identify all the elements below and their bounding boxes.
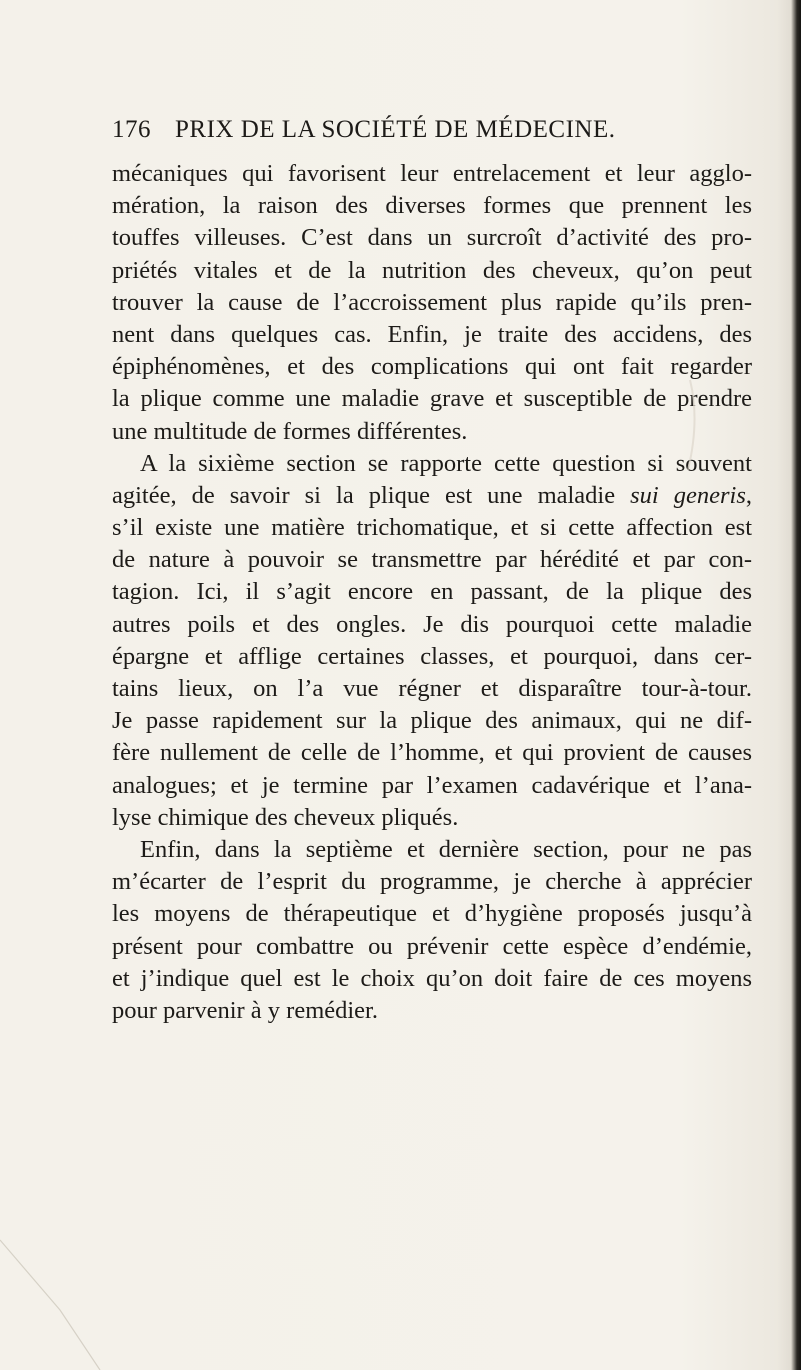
text-line: tains lieux, on l’a vue régner et disparaître tour-à-tour. bbox=[112, 675, 752, 702]
paper-crease bbox=[0, 1240, 100, 1370]
text-line-with-italic bbox=[112, 480, 752, 512]
text-line: mécaniques qui favorisent leur entrelacement et leur agglo- bbox=[112, 160, 752, 187]
text-line: tagion. Ici, il s’agit encore en passant, de la plique des bbox=[112, 578, 752, 606]
text-line: mération, la raison des diverses formes que prennent les bbox=[112, 192, 752, 220]
text-line: pour parvenir à y remédier. bbox=[112, 996, 378, 1024]
text-line: trouver la cause de l’accroissement plus rapide qu’ils pren- bbox=[112, 288, 752, 316]
text-line: épiphénomènes, et des complications qui ont fait regarder bbox=[112, 353, 752, 381]
text-line: priétés vitales et de la nutrition des cheveux, qu’on peut bbox=[112, 256, 752, 284]
text-line: nent dans quelques cas. Enfin, je traite des accidens, des bbox=[112, 320, 752, 348]
body-text bbox=[112, 158, 752, 1027]
text-line: épargne et afflige certaines classes, et pourquoi, dans cer- bbox=[112, 642, 752, 670]
text-line: de nature à pouvoir se transmettre par hérédité et par con- bbox=[112, 546, 752, 574]
text-line: la plique comme une maladie grave et susceptible de prendre bbox=[112, 385, 752, 413]
text-line: s’il existe une matière trichomatique, et si cette affection est bbox=[112, 514, 752, 542]
text-line: fère nullement de celle de l’homme, et qui provient de causes bbox=[112, 739, 752, 767]
running-title: PRIX DE LA SOCIÉTÉ DE MÉDECINE. bbox=[175, 116, 616, 143]
text-line: présent pour combattre ou prévenir cette espèce d’endémie, bbox=[112, 932, 752, 960]
page-number: 176 bbox=[112, 116, 151, 143]
running-header bbox=[112, 116, 752, 144]
text-line: Je passe rapidement sur la plique des animaux, qui ne dif- bbox=[112, 707, 752, 735]
italic-phrase: sui generis bbox=[630, 481, 746, 509]
text-line: A la sixième section se rapporte cette question si souvent bbox=[140, 449, 752, 477]
text-line: une multitude de formes différentes. bbox=[112, 417, 468, 445]
text-line: autres poils et des ongles. Je dis pourquoi cette maladie bbox=[112, 610, 752, 638]
text-line: touffes villeuses. C’est dans un surcroît d’activité des pro- bbox=[112, 224, 752, 252]
text-line: les moyens de thérapeutique et d’hygiène proposés jusqu’à bbox=[112, 900, 752, 928]
text-line: et j’indique quel est le choix qu’on doit faire de ces moyens bbox=[112, 964, 752, 992]
text-span: , bbox=[745, 481, 752, 509]
text-line: lyse chimique des cheveux pliqués. bbox=[112, 803, 459, 831]
text-line: m’écarter de l’esprit du programme, je cherche à apprécier bbox=[112, 868, 752, 896]
page-edge-shadow bbox=[791, 0, 801, 1370]
text-span: agitée, de savoir si la plique est une maladie bbox=[112, 481, 631, 509]
text-line: Enfin, dans la septième et dernière section, pour ne pas bbox=[140, 835, 752, 863]
text-line: analogues; et je termine par l’examen cadavérique et l’ana- bbox=[112, 771, 752, 799]
